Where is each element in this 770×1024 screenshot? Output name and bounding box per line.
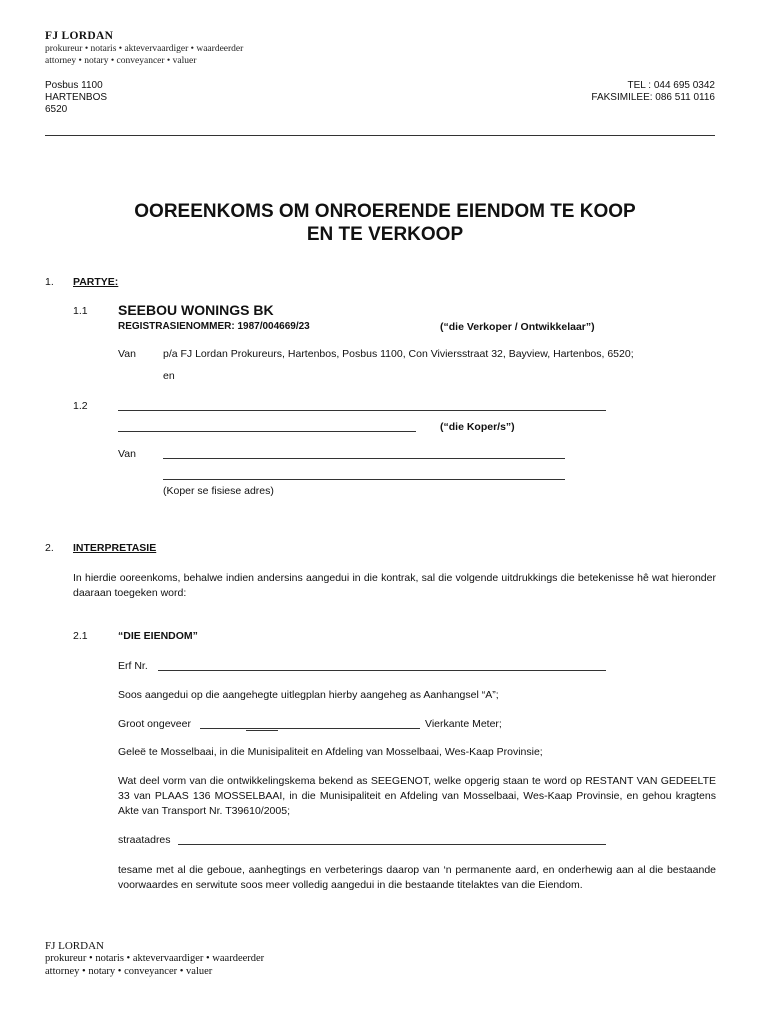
street-address-blank[interactable] <box>178 844 606 845</box>
interpretation-intro: In hierdie ooreenkoms, behalwe indien andersins aangedui in die kontrak, sal die volgende uitdrukkings die betekenisse hê wat hieronder daaraan toegeken word: <box>73 572 716 599</box>
property-location: Geleë te Mosselbaai, in die Munisipaliteit en Afdeling van Mosselbaai, Wes-Kaap Provinsie; <box>118 746 543 758</box>
annexure-text: Soos aangedui op die aangehegte uitlegplan hierby aangeheg as Aanhangsel “A”; <box>118 689 499 701</box>
seller-role <box>440 321 595 333</box>
seller-role-text: (“die Verkoper / Ontwikkelaar”) <box>440 321 595 333</box>
seller-address: p/a FJ Lordan Prokureurs, Hartenbos, Posbus 1100, Con Viviersstraat 32, Bayview, Hartenbos, 6520; <box>163 348 634 360</box>
item-2-1-number: 2.1 <box>73 630 88 642</box>
item-1-1-number: 1.1 <box>73 305 88 317</box>
address-line-1: Posbus 1100 <box>45 80 103 91</box>
buyer-van-label: Van <box>118 448 136 460</box>
footer-tagline-afrikaans: prokureur • notaris • aktevervaardiger • waardeerder <box>45 953 265 964</box>
size-blank-emphasis <box>246 730 278 731</box>
contact-block <box>591 80 715 104</box>
buyer-address-note: (Koper se fisiese adres) <box>163 485 274 497</box>
section-2-heading: INTERPRETASIE <box>73 542 157 554</box>
document-title-line-2: EN TE VERKOOP <box>306 224 464 245</box>
header-divider <box>45 135 715 136</box>
buyer-address-blank-1[interactable] <box>163 458 565 459</box>
item-1-2-number: 1.2 <box>73 400 88 412</box>
firm-tagline-afrikaans: prokureur • notaris • aktevervaardiger • waardeerder <box>45 44 244 54</box>
address-line-2: HARTENBOS <box>45 92 108 103</box>
fax: FAKSIMILEE: 086 511 0116 <box>591 92 715 103</box>
footer-tagline-english: attorney • notary • conveyancer • valuer <box>45 966 213 977</box>
telephone: TEL : 044 695 0342 <box>627 80 715 91</box>
firm-name: FJ LORDAN <box>45 30 114 42</box>
seller-registration: REGISTRASIENOMMER: 1987/004669/23 <box>118 321 310 332</box>
firm-tagline-english: attorney • notary • conveyancer • valuer <box>45 56 197 66</box>
section-1-number: 1. <box>45 276 54 288</box>
seller-van-label: Van <box>118 348 136 360</box>
address-line-3: 6520 <box>45 104 68 115</box>
postal-address <box>45 80 107 116</box>
erf-number-blank[interactable] <box>158 670 606 671</box>
buyer-role: (“die Koper/s”) <box>440 421 515 433</box>
footer-firm-name: FJ LORDAN <box>45 940 104 952</box>
document-title-line-1: OOREENKOMS OM ONROERENDE EIENDOM TE KOOP <box>134 201 636 222</box>
buyer-name-blank-1[interactable] <box>118 410 606 411</box>
scheme-description: Wat deel vorm van die ontwikkelingskema bekend as SEEGENOT, welke opgerig staan te word op RESTANT VAN GEDEELTE 33 van PLAAS 136 MOSSELBAAI, in die Munisipaliteit en Afdeling van Mosselbaai, Wes-Kaap Provinsie, en gehou kragtens Akte van Transport Nr. T39610/2005; <box>118 775 716 817</box>
conjunction-en: en <box>163 370 175 382</box>
seller-name: SEEBOU WONINGS BK <box>118 302 274 318</box>
size-label: Groot ongeveer <box>118 718 191 730</box>
buyer-name-blank-2[interactable] <box>118 431 416 432</box>
erf-number-label: Erf Nr. <box>118 660 148 672</box>
street-address-label: straatadres <box>118 834 171 846</box>
buyer-address-blank-2[interactable] <box>163 479 565 480</box>
size-unit: Vierkante Meter; <box>425 718 502 730</box>
improvements-clause: tesame met al die geboue, aanhegtings en verbeterings daarop van ‘n permanente aard, en onderhewig aan al die bestaande voorwaardes en serwitute soos meer volledig aangedui in die bestaande titelaktes van die Eiendom. <box>118 864 716 891</box>
section-1-heading: PARTYE: <box>73 276 119 288</box>
section-2-number: 2. <box>45 542 54 554</box>
size-blank[interactable] <box>200 728 420 729</box>
property-heading: “DIE EIENDOM” <box>118 630 198 642</box>
